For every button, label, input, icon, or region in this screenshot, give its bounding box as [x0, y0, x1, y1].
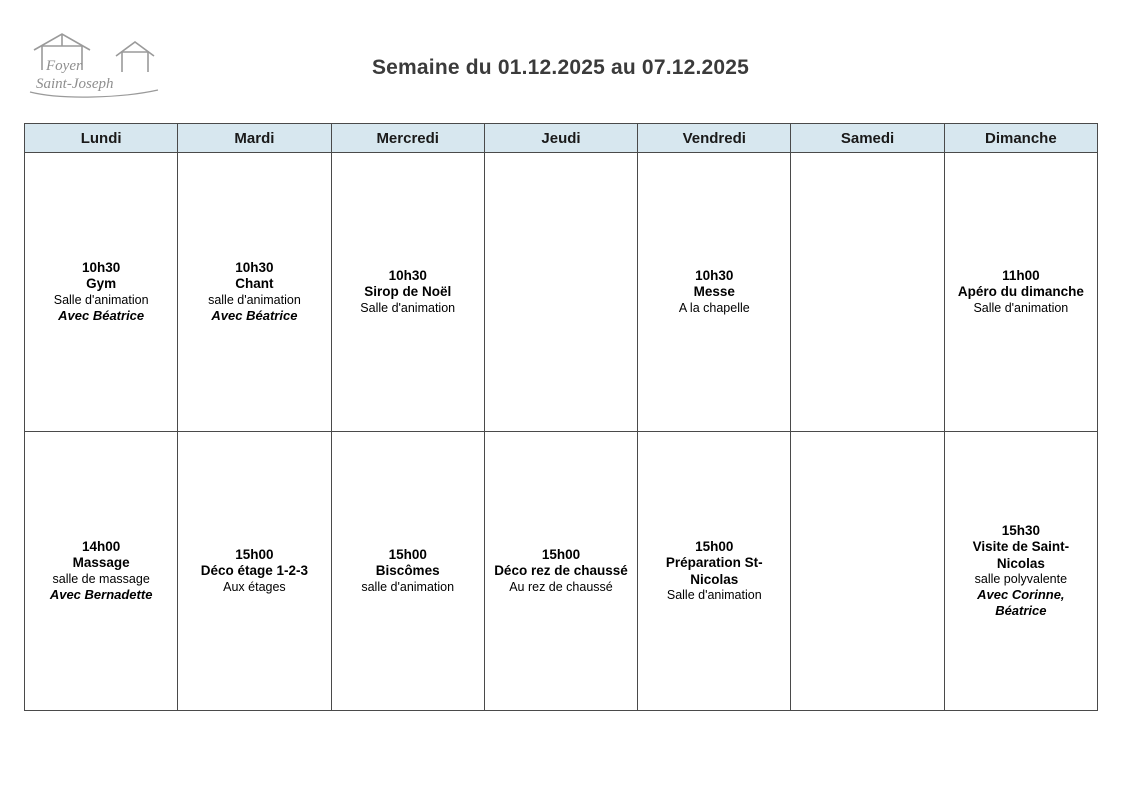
table-header-row	[25, 124, 1098, 153]
event-time: 15h00	[695, 538, 734, 554]
event-place: Salle d'animation	[973, 300, 1069, 315]
event-place: Salle d'animation	[360, 300, 456, 315]
event-place: Aux étages	[223, 579, 286, 594]
event-place: Au rez de chaussé	[509, 579, 613, 594]
event-time: 10h30	[388, 267, 427, 283]
page-title: Semaine du 01.12.2025 au 07.12.2025	[371, 56, 750, 79]
event-place: Salle d'animation	[666, 588, 762, 603]
event-time: 14h00	[82, 538, 121, 554]
column-header-dimanche: Dimanche	[944, 124, 1097, 153]
column-header-samedi: Samedi	[791, 124, 944, 153]
event-title: Déco étage 1-2-3	[200, 563, 309, 579]
event-title: Visite de Saint-Nicolas	[972, 539, 1070, 571]
column-header-lundi: Lundi	[25, 124, 178, 153]
event-title: Biscômes	[375, 563, 440, 579]
column-header-mardi: Mardi	[178, 124, 331, 153]
table-row	[25, 153, 1098, 432]
event-time: 15h00	[235, 546, 274, 562]
event-title: Gym	[86, 276, 117, 292]
event-time: 11h00	[1002, 267, 1040, 283]
event-title: Chant	[235, 276, 274, 292]
schedule-cell-morning-dimanche	[944, 153, 1097, 432]
event-time: 15h00	[388, 546, 427, 562]
schedule-cell-morning-jeudi	[484, 153, 637, 432]
schedule-cell-morning-lundi	[25, 153, 178, 432]
event-place: salle de massage	[52, 571, 150, 586]
event-title: Apéro du dimanche	[957, 284, 1084, 300]
page-header	[0, 0, 1121, 110]
schedule-cell-morning-mercredi	[331, 153, 484, 432]
table-row	[25, 432, 1098, 711]
column-header-vendredi: Vendredi	[638, 124, 791, 153]
event-place: salle d'animation	[361, 579, 455, 594]
schedule-cell-morning-mardi	[178, 153, 331, 432]
event-with: Avec Corinne, Béatrice	[977, 587, 1065, 619]
column-header-mercredi: Mercredi	[331, 124, 484, 153]
schedule-cell-morning-vendredi	[638, 153, 791, 432]
event-place: salle polyvalente	[974, 572, 1068, 587]
event-with: Avec Béatrice	[58, 308, 145, 324]
weekly-schedule-table	[24, 123, 1098, 711]
event-title: Préparation St-Nicolas	[665, 555, 763, 587]
event-title: Messe	[693, 284, 735, 300]
event-title: Déco rez de chaussé	[494, 563, 628, 579]
schedule-cell-morning-samedi	[791, 153, 944, 432]
event-place: Salle d'animation	[53, 292, 149, 307]
event-with: Avec Bernadette	[49, 587, 153, 603]
schedule-cell-afternoon-mardi	[178, 432, 331, 711]
event-title: Sirop de Noël	[364, 284, 452, 300]
schedule-cell-afternoon-lundi	[25, 432, 178, 711]
event-place: A la chapelle	[678, 300, 750, 315]
schedule-cell-afternoon-vendredi	[638, 432, 791, 711]
schedule-cell-afternoon-dimanche	[944, 432, 1097, 711]
column-header-jeudi: Jeudi	[484, 124, 637, 153]
schedule-cell-afternoon-mercredi	[331, 432, 484, 711]
event-with: Avec Béatrice	[211, 308, 298, 324]
schedule-cell-afternoon-samedi	[791, 432, 944, 711]
event-time: 10h30	[235, 259, 274, 275]
event-time: 15h00	[541, 546, 581, 562]
svg-text:Saint-Joseph: Saint-Joseph	[36, 76, 114, 92]
event-time: 10h30	[695, 267, 734, 283]
event-title: Massage	[72, 555, 130, 571]
event-time: 10h30	[82, 259, 121, 275]
event-time: 15h30	[1001, 522, 1040, 538]
event-place: salle d'animation	[208, 292, 301, 307]
svg-text:Foyer: Foyer	[46, 58, 82, 74]
schedule-cell-afternoon-jeudi	[484, 432, 637, 711]
